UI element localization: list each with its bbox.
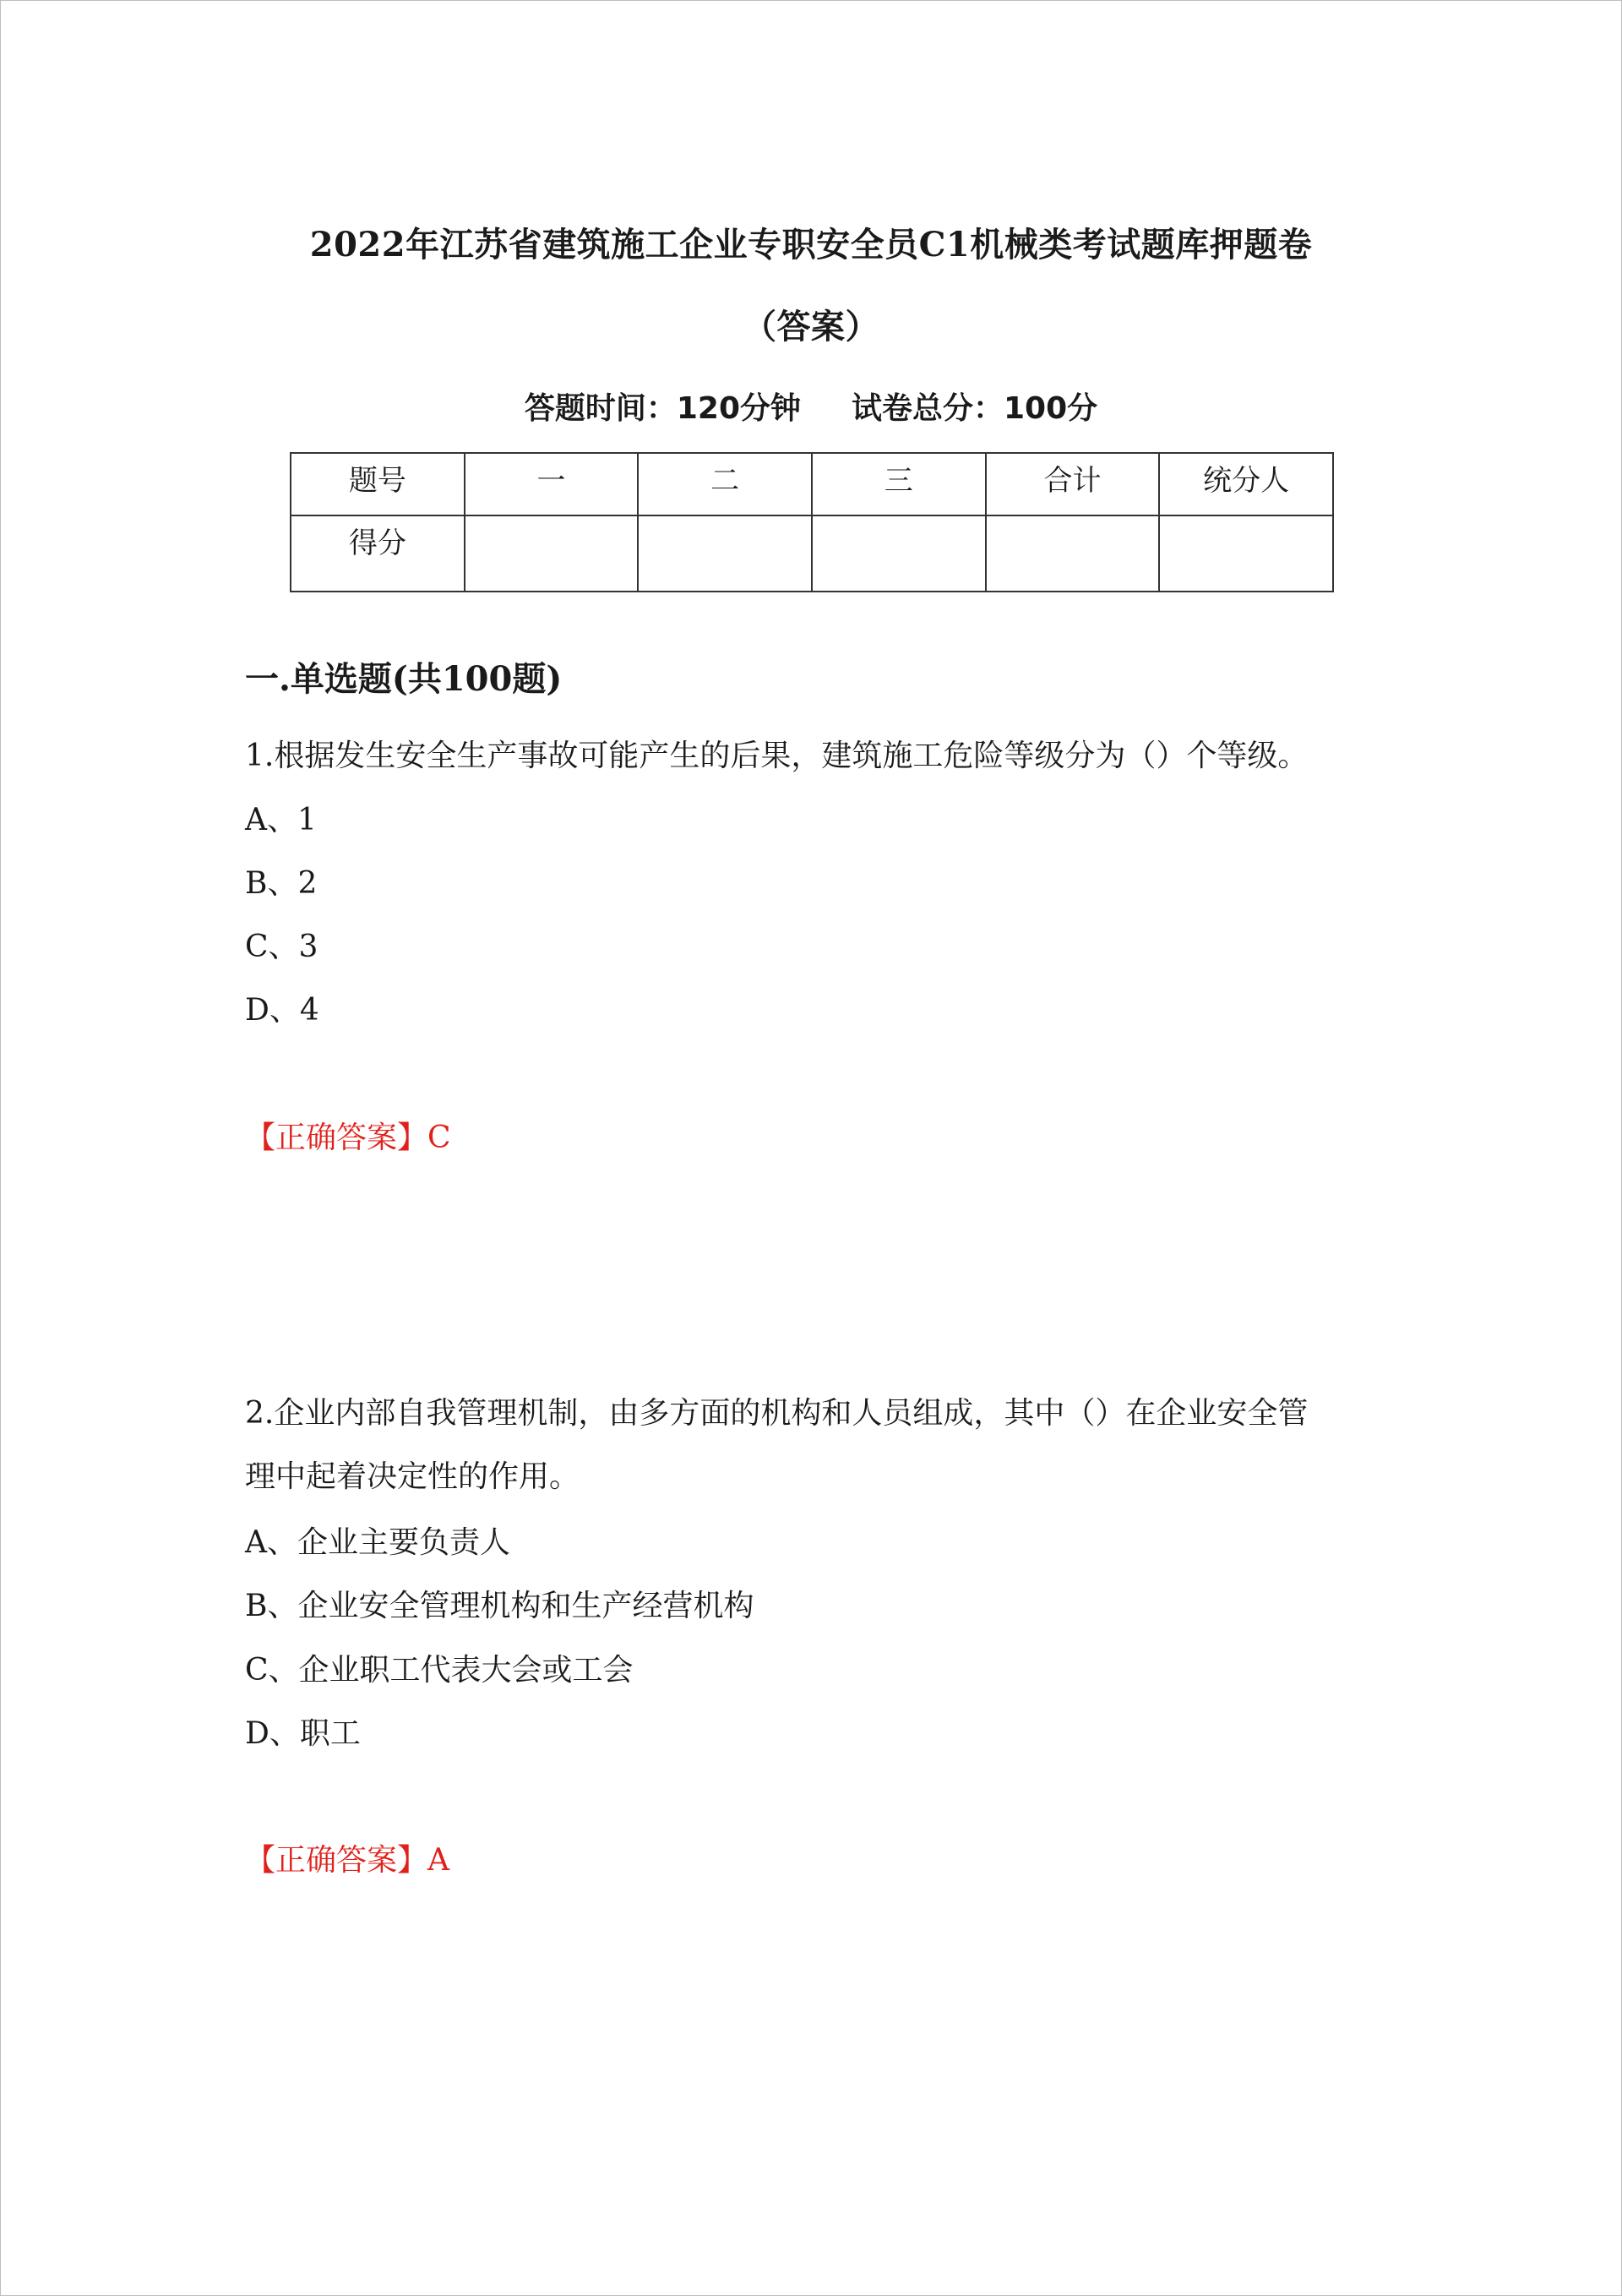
score-table xyxy=(290,452,1334,592)
question-2-text-line-1: 2.企业内部自我管理机制，由多方面的机构和人员组成，其中（）在企业安全管 xyxy=(245,1396,1309,1431)
exam-total-score: 试卷总分：100分 xyxy=(852,391,1098,426)
exam-meta xyxy=(0,384,1622,428)
question-2-option-c: C、企业职工代表大会或工会 xyxy=(245,1653,634,1688)
document-subtitle: （答案） xyxy=(743,307,879,346)
question-1-answer: 【正确答案】C xyxy=(245,1121,451,1155)
score-table-cell: 题号 xyxy=(291,453,465,515)
score-table-cell: 一 xyxy=(465,453,639,515)
score-table-cell: 统分人 xyxy=(1159,453,1333,515)
question-2-option-a: A、企业主要负责人 xyxy=(245,1525,510,1560)
score-table-cell: 合计 xyxy=(986,453,1160,515)
score-table-cell xyxy=(986,515,1160,592)
question-1-text: 1.根据发生安全生产事故可能产生的后果，建筑施工危险等级分为（）个等级。 xyxy=(245,739,1309,773)
question-1-option-d: D、4 xyxy=(245,993,319,1028)
score-table-cell: 三 xyxy=(812,453,986,515)
exam-time: 答题时间：120分钟 xyxy=(524,391,801,426)
question-2-option-d: D、职工 xyxy=(245,1716,361,1751)
question-2-answer: 【正确答案】A xyxy=(245,1843,449,1878)
score-table-cell: 二 xyxy=(638,453,812,515)
score-table-header-row xyxy=(291,453,1333,515)
question-1-option-b: B、2 xyxy=(245,866,318,901)
score-table-cell xyxy=(1159,515,1333,592)
question-1-option-a: A、1 xyxy=(245,803,317,837)
score-table-cell: 得分 xyxy=(291,515,465,592)
score-table-cell xyxy=(638,515,812,592)
question-1-option-c: C、3 xyxy=(245,930,318,964)
score-table-cell xyxy=(465,515,639,592)
document-title: 2022年江苏省建筑施工企业专职安全员C1机械类考试题库押题卷 xyxy=(309,225,1313,265)
score-table-cell xyxy=(812,515,986,592)
question-2-option-b: B、企业安全管理机构和生产经营机构 xyxy=(245,1589,754,1623)
question-2-text-line-2: 理中起着决定性的作用。 xyxy=(245,1459,580,1494)
section-heading: 一.单选题(共100题) xyxy=(245,659,563,699)
score-table-score-row xyxy=(291,515,1333,592)
